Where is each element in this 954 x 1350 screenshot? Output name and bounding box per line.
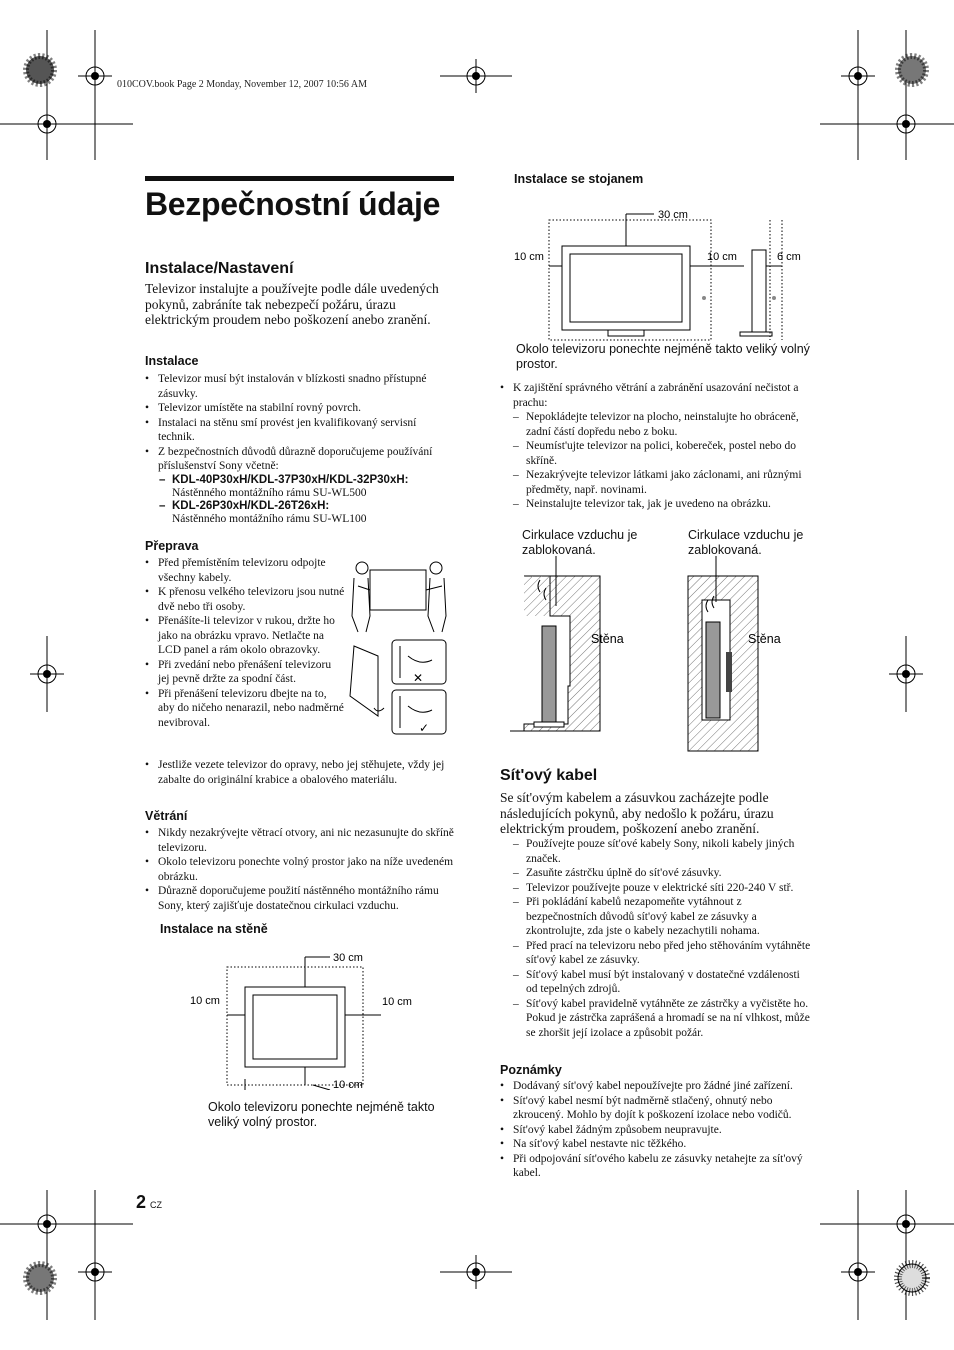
cable-intro: Se sít'ovým kabelem a zásuvkou zacházejte podle následujících pokynů, aby nedošlo k požáru, úrazu elektrickým proudem, poškození anebo zranění. <box>500 790 774 836</box>
model-list-1: – KDL-40P30xH/KDL-37P30xH/KDL-32P30xH: <box>159 474 455 486</box>
list-item: • Před přemístěním televizoru odpojte všechny kabely. <box>145 556 345 585</box>
model-list-2: – KDL-26P30xH/KDL-26T26xH: <box>159 500 455 512</box>
notes-list <box>500 1079 812 1181</box>
list-item: – Používejte pouze sít'ové kabely Sony, nikoli kabely jiných značek. <box>513 837 811 866</box>
list-item: – Neinstalujte televizor tak, jak je uvedeno na obrázku. <box>513 497 810 512</box>
list-item: • Televizor musí být instalován v blízkosti snadno přístupné zásuvky. <box>145 372 455 401</box>
instalace-list <box>145 372 455 474</box>
list-item: – Zasuňte zástrčku úplně do sít'ové zásuvky. <box>513 866 811 881</box>
list-item: • K zajištění správného větrání a zabránění usazování nečistot a prachu: <box>500 381 810 410</box>
vetrani-list <box>145 826 460 913</box>
list-item: • Instalaci na stěnu smí provést jen kvalifikovaný servisní technik. <box>145 416 455 445</box>
list-item: – Při pokládání kabelů nezapomeňte vytáhnout z bezpečnostních důvodů sít'ový kabel ze zásuvky a zkontrolujte, zda jste o kabely nezachytili nohama. <box>513 895 811 939</box>
cable-dash-list <box>513 837 811 1040</box>
vent-notes-list <box>500 381 810 410</box>
blocked-airflow-diagrams <box>510 556 810 756</box>
section-heading-cable: Sít'ový kabel <box>500 767 598 784</box>
list-item: • Jestliže vezete televizor do opravy, nebo jej stěhujete, vždy jej zabalte do originální krabice a obalového materiálu. <box>145 758 455 787</box>
list-item: • Z bezpečnostních důvodů důrazně doporučujeme používání příslušenství Sony včetně: <box>145 445 455 474</box>
list-item: – Nezakrývejte televizor látkami jako záclonami, ani různými předměty, např. novinami. <box>513 468 810 497</box>
list-item: • Nikdy nezakrývejte větrací otvory, ani nic nezasunujte do skříně televizoru. <box>145 826 460 855</box>
list-item: – Neumíst'ujte televizor na polici, kobereček, postel nebo do skříně. <box>513 439 810 468</box>
dim-left: 10 cm <box>190 995 220 1007</box>
list-item: • Při přenášení televizoru dbejte na to, aby do ničeho nenarazil, nebo nadměrné nevibroval. <box>145 687 345 731</box>
list-item: • Přenášíte-li televizor v rukou, držte ho jako na obrázku vpravo. Netlačte na LCD panel a rám okolo obrazovky. <box>145 614 345 658</box>
list-item: • Sít'ový kabel žádným způsobem neupravujte. <box>500 1123 812 1138</box>
list-item: • Dodávaný sít'ový kabel nepoužívejte pro žádné jiné zařízení. <box>500 1079 812 1094</box>
list-item: • Na sít'ový kabel nestavte nic těžkého. <box>500 1137 812 1152</box>
list-item: • K přenosu velkého televizoru jsou nutné dvě nebo tři osoby. <box>145 585 345 614</box>
list-item: • Důrazně doporučujeme použití nástěnného montážního rámu Sony, který zajišťuje dostatečnou cirkulaci vzduchu. <box>145 884 460 913</box>
subheading-notes: Poznámky <box>500 1063 562 1077</box>
list-item: • Při zvedání nebo přenášení televizoru jej pevně držte za spodní část. <box>145 658 345 687</box>
subheading-preprava: Přeprava <box>145 539 199 553</box>
preprava-list <box>145 556 345 730</box>
vent-dash-list <box>513 410 810 512</box>
subheading-wall-install: Instalace na stěně <box>160 922 268 936</box>
subheading-stand-install: Instalace se stojanem <box>514 172 644 186</box>
list-item: – Nepokládejte televizor na plocho, neinstalujte ho obráceně, zadní částí dopředu nebo z boku. <box>513 410 810 439</box>
wall-label-right: Stěna <box>748 632 781 646</box>
dim-right: 10 cm <box>707 251 737 263</box>
subheading-vetrani: Větrání <box>145 809 188 823</box>
dim-right: 10 cm <box>382 996 412 1008</box>
list-item: • Při odpojování sít'ového kabelu ze zásuvky netahejte za sít'ový kabel. <box>500 1152 812 1181</box>
check-mark-icon: ✓ <box>418 721 430 735</box>
dim-left: 10 cm <box>514 251 544 263</box>
list-item: • Okolo televizoru ponechte volný prostor jako na níže uvedeném obrázku. <box>145 855 460 884</box>
cross-mark-icon: ✕ <box>412 671 424 685</box>
list-item: • Televizor umístěte na stabilní rovný povrch. <box>145 401 455 416</box>
page-title: Bezpečnostní údaje <box>145 186 441 222</box>
dim-bottom: 10 cm <box>333 1079 363 1090</box>
page-language-suffix: CZ <box>150 1200 163 1210</box>
list-item: – Sít'ový kabel musí být instalovaný v dostatečné vzdálenosti od tepelných zdrojů. <box>513 968 811 997</box>
subheading-instalace: Instalace <box>145 354 199 368</box>
dim-side: 6 cm <box>777 251 801 263</box>
section-heading-installation: Instalace/Nastavení <box>145 260 294 277</box>
list-item: – Sít'ový kabel pravidelně vytáhněte ze zástrčky a vyčistěte ho. Pokud je zástrčka zaprášená a hromadí se na ní vlhkost, může se zhoršit její izolace a způsobit požár. <box>513 997 811 1041</box>
stand-figure-caption: Okolo televizoru ponechte nejméně takto veliký volný prostor. <box>516 342 810 371</box>
tv-carry-illustration <box>348 556 452 736</box>
wall-install-diagram <box>185 945 425 1090</box>
mount-1: Nástěnného montážního rámu SU-WL500 <box>172 486 367 499</box>
print-header: 010COV.book Page 2 Monday, November 12, 2007 10:56 AM <box>117 79 367 90</box>
stand-install-diagram <box>512 200 808 342</box>
dim-top: 30 cm <box>333 952 363 964</box>
wall-label-left: Stěna <box>591 632 624 646</box>
list-item: – Před prací na televizoru nebo před jeho stěhováním vytáhněte sít'ový kabel ze zásuvky. <box>513 939 811 968</box>
mount-2: Nástěnného montážního rámu SU-WL100 <box>172 513 367 525</box>
list-item: – Televizor používejte pouze v elektrické síti 220-240 V stř. <box>513 881 811 896</box>
title-rule <box>145 176 454 181</box>
page-number-value: 2 <box>136 1192 147 1212</box>
list-item: • Sít'ový kabel nesmí být nadměrně stlačený, ohnutý nebo zkroucený. Mohlo by dojít k poškození izolace nebo vodičů. <box>500 1094 812 1123</box>
dim-top: 30 cm <box>658 209 688 221</box>
page-number <box>136 1192 162 1213</box>
blocked-caption-left: Cirkulace vzduchu je zablokovaná. <box>522 528 638 557</box>
blocked-caption-right: Cirkulace vzduchu je zablokovaná. <box>688 528 804 557</box>
wall-figure-caption: Okolo televizoru ponechte nejméně takto veliký volný prostor. <box>208 1100 435 1129</box>
installation-intro: Televizor instalujte a používejte podle dále uvedených pokynů, zabráníte tak nebezpečí požáru, úrazu elektrickým proudem nebo poškození anebo zranění. <box>145 281 439 327</box>
